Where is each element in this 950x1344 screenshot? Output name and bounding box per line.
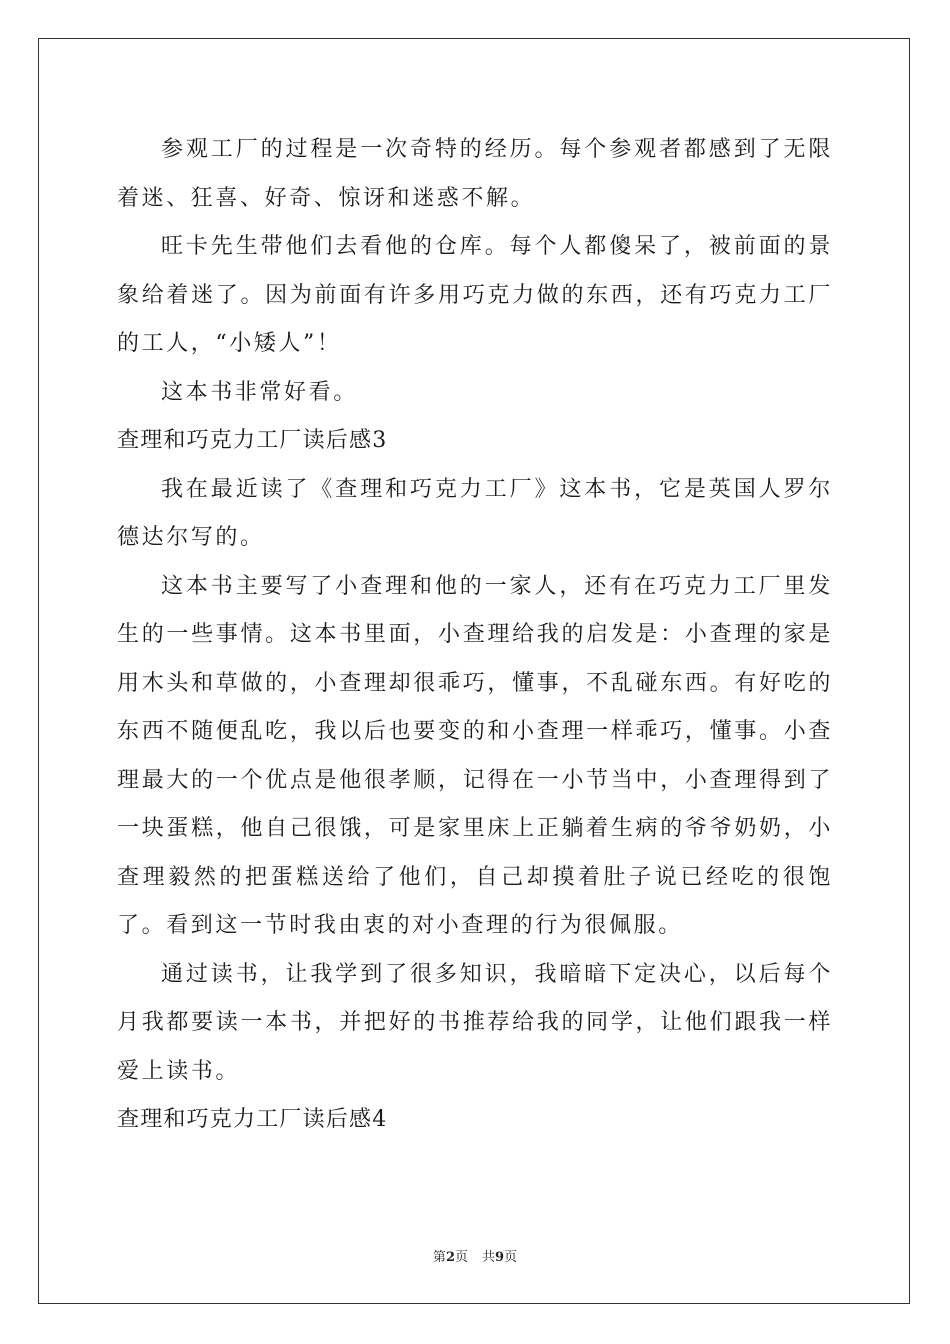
- paragraph: 通过读书，让我学到了很多知识，我暗暗下定决心，以后每个月我都要读一本书，并把好的书推荐给我的同学，让他们跟我一样爱上读书。: [117, 961, 833, 1084]
- page-total: 9: [495, 1250, 505, 1265]
- paragraph: 我在最近读了《查理和巧克力工厂》这本书，它是英国人罗尔德达尔写的。: [117, 476, 833, 550]
- paragraph: 旺卡先生带他们去看他的仓库。每个人都傻呆了，被前面的景象给着迷了。因为前面有许多用巧克力做的东西，还有巧克力工厂的工人，“小矮人”！: [117, 234, 833, 356]
- paragraph: 这本书主要写了小查理和他的一家人，还有在巧克力工厂里发生的一些事情。这本书里面，小查理给我的启发是：小查理的家是用木头和草做的，小查理却很乖巧，懂事，不乱碰东西。有好吃的东西不随便乱吃，我以后也要变的和小查理一样乖巧，懂事。小查理最大的一个优点是他很孝顺，记得在一小节当中，小查理得到了一块蛋糕，他自己很饿，可是家里床上正躺着生病的爷爷奶奶，小查理毅然的把蛋糕送给了他们，自己却摸着肚子说已经吃的很饱了。看到这一节时我由衷的对小查理的行为很佩服。: [117, 573, 833, 938]
- page-prefix: 第: [432, 1250, 446, 1265]
- section-heading-4: 查理和巧克力工厂读后感4: [117, 1107, 388, 1132]
- total-suffix: 页: [504, 1250, 518, 1265]
- paragraph: 参观工厂的过程是一次奇特的经历。每个参观者都感到了无限着迷、狂喜、好奇、惊讶和迷惑不解。: [117, 137, 833, 211]
- total-prefix: 共: [482, 1250, 496, 1265]
- document-body: [117, 126, 833, 1145]
- page-footer: [0, 1246, 950, 1265]
- page-current: 2: [445, 1250, 455, 1265]
- page-suffix: 页: [454, 1250, 468, 1265]
- section-heading-3: 查理和巧克力工厂读后感3: [117, 428, 388, 453]
- paragraph: 这本书非常好看。: [161, 379, 358, 405]
